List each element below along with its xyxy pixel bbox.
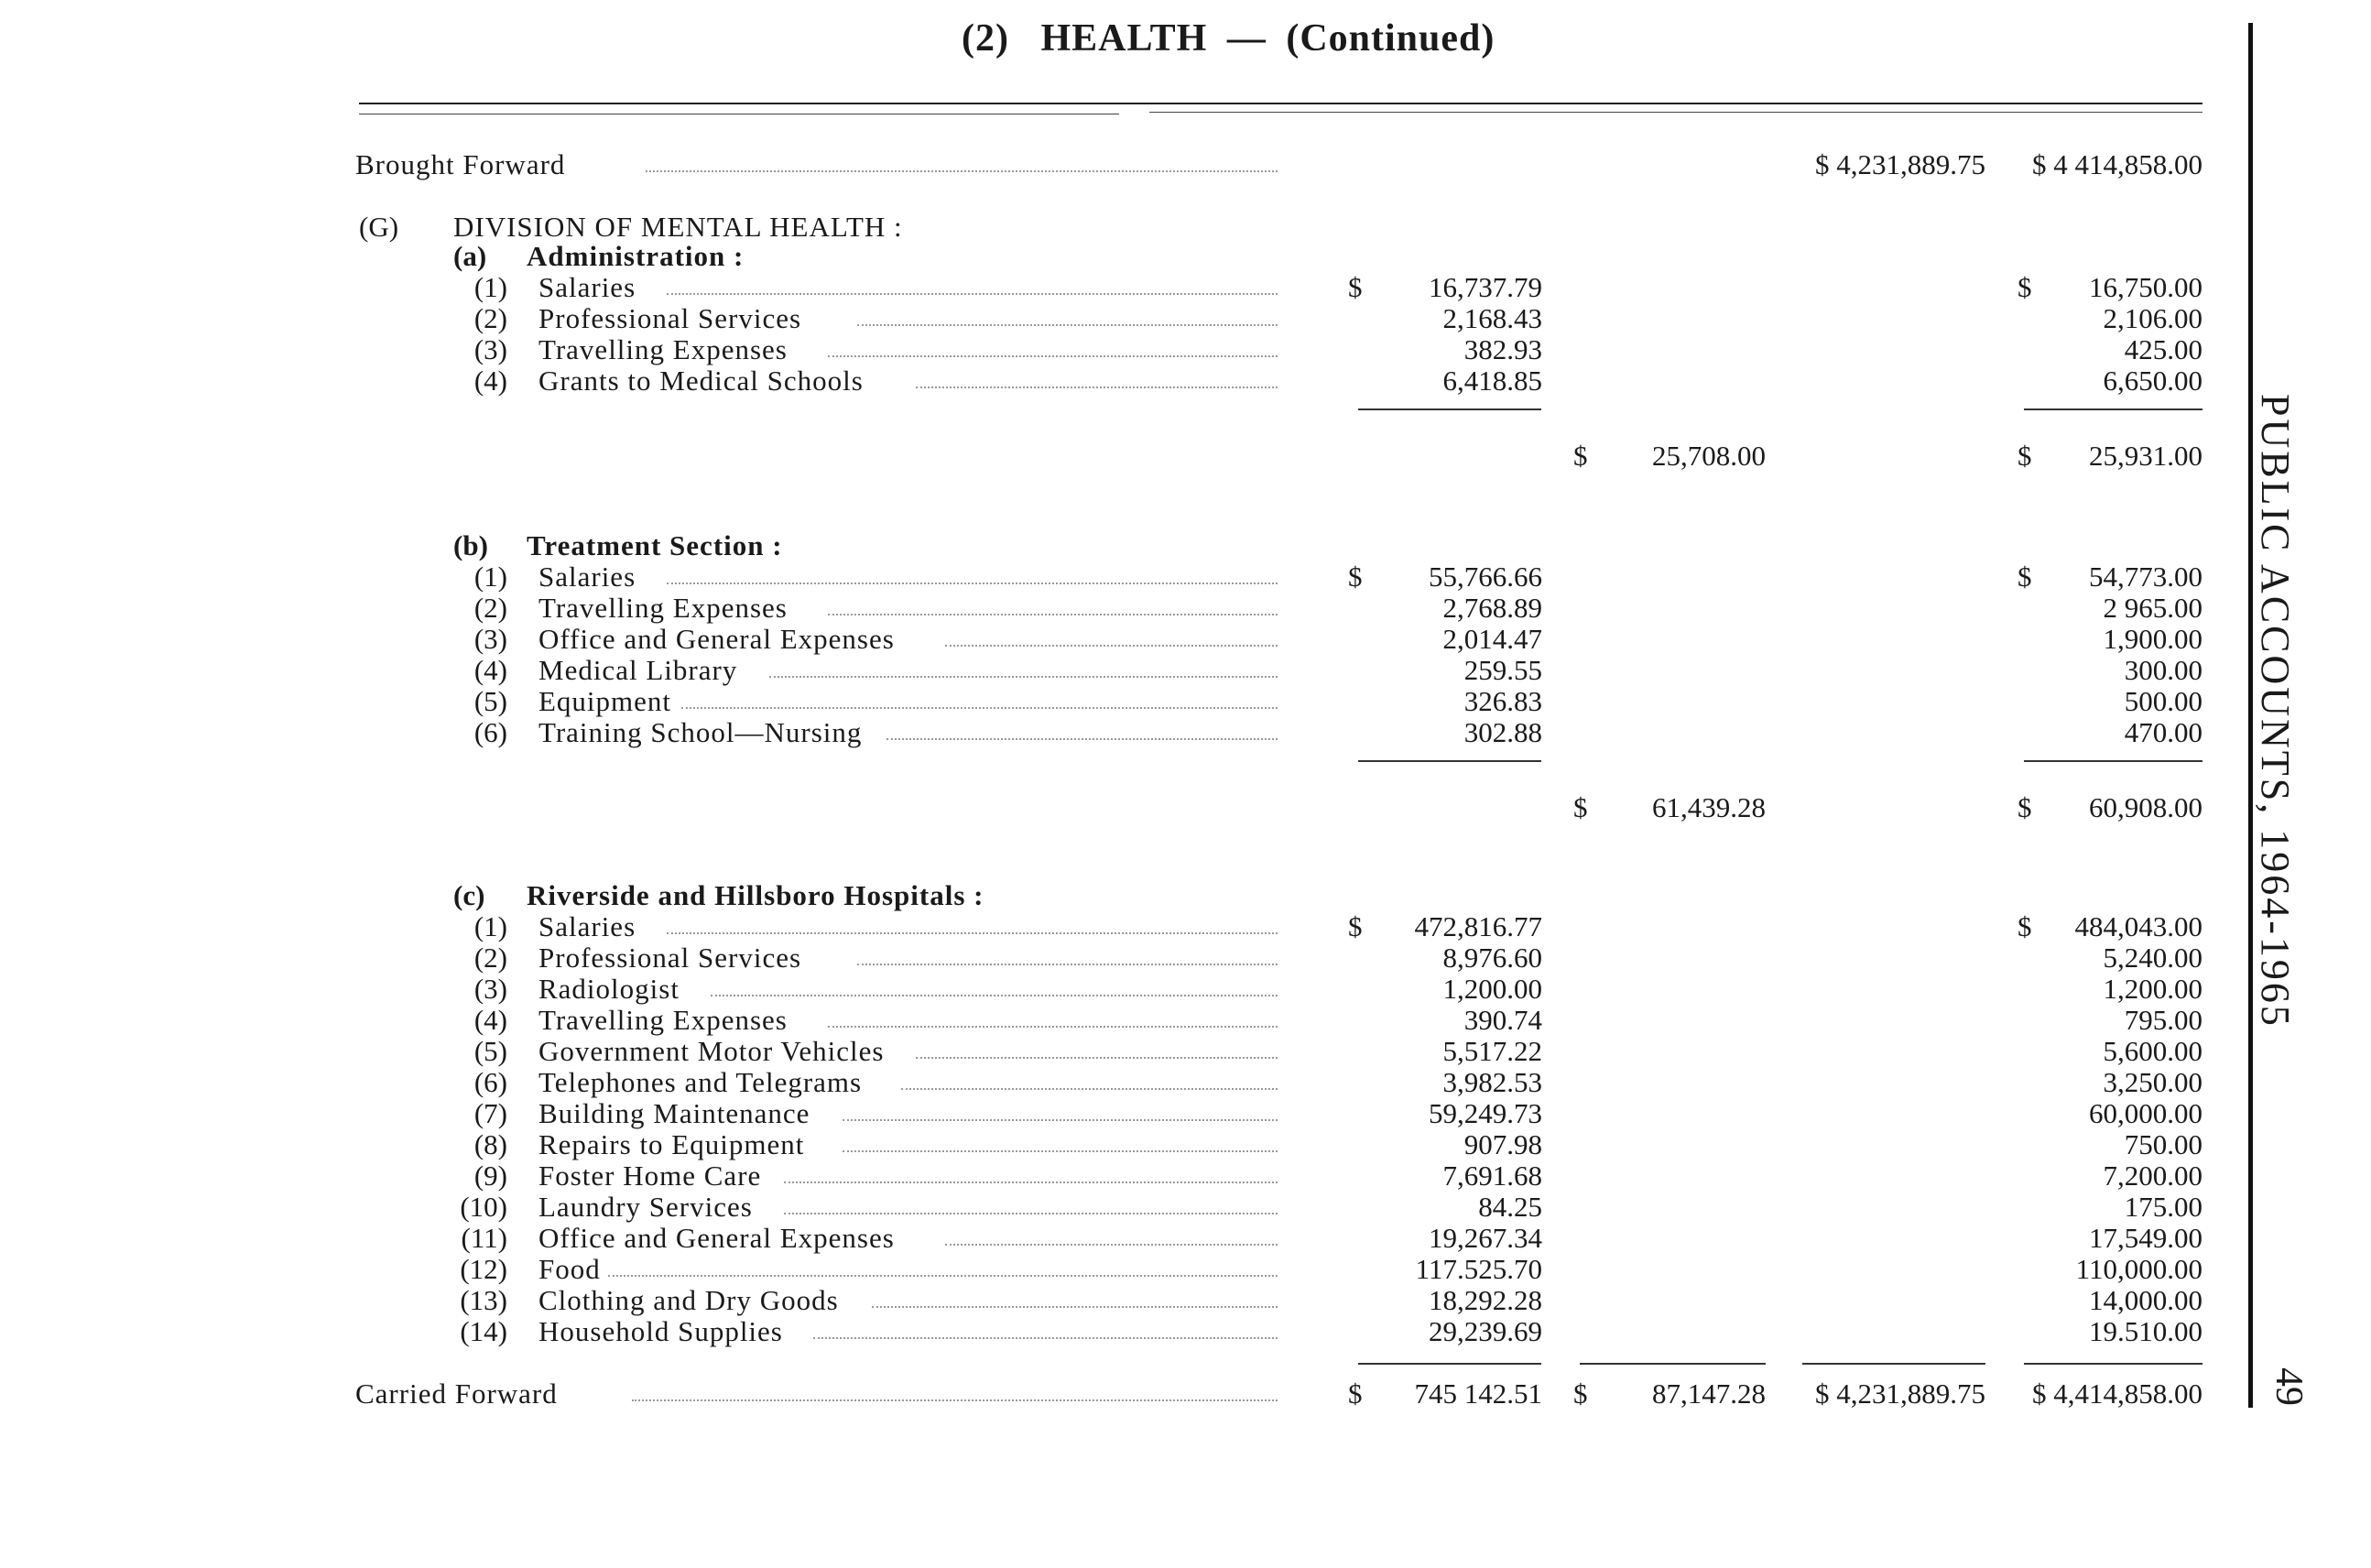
item-number: (4) [473,654,507,686]
leader-dots [667,293,1278,295]
item-number: (5) [473,685,507,717]
currency-sign: $ [2018,271,2032,303]
item-actual: 326.83 [1463,685,1542,717]
subtotal-col4: 60,908.00 [2089,791,2202,823]
item-estimate: 7,200.00 [2103,1160,2202,1192]
item-number: (14) [460,1315,507,1347]
item-estimate: 2 965.00 [2103,592,2202,624]
item-number: (6) [473,1066,507,1098]
leader-dots [828,1026,1278,1028]
item-estimate: 5,600.00 [2103,1035,2202,1067]
item-label: Office and General Expenses [538,1222,895,1254]
item-label: Medical Library [538,654,738,686]
item-label: Equipment [538,685,672,717]
item-number: (10) [460,1191,507,1223]
currency-sign: $ [1348,561,1363,593]
item-number: (5) [473,1035,507,1067]
subtotal-col2: 25,708.00 [1652,440,1766,472]
section-heading [0,240,2216,273]
leader-dots [828,355,1278,357]
line-item [0,1253,2216,1286]
item-actual: 1,200.00 [1442,973,1542,1005]
section-marker: (b) [453,529,488,561]
line-item [0,1222,2216,1255]
subtotal-rule [1358,760,1541,762]
item-number: (3) [473,623,507,655]
leader-dots [646,170,1278,172]
item-estimate: 795.00 [2124,1004,2202,1036]
item-label: Laundry Services [538,1191,753,1223]
line-item [0,365,2216,397]
leader-dots [813,1337,1278,1339]
line-item [0,973,2216,1006]
item-estimate: 425.00 [2124,333,2202,365]
section-marker: (a) [453,240,487,272]
item-estimate: 16,750.00 [2089,271,2202,303]
item-number: (3) [473,973,507,1005]
line-item [0,333,2216,366]
item-estimate: 1,200.00 [2103,973,2202,1005]
subtotal-col2: 61,439.28 [1652,791,1766,823]
currency-sign: $ [1348,1377,1363,1410]
item-number: (2) [473,592,507,624]
line-item [0,716,2216,749]
item-number: (13) [460,1284,507,1316]
header-rule-right [1149,112,2202,113]
line-item [0,910,2216,943]
item-actual: 55,766.66 [1429,561,1542,593]
item-label: Grants to Medical Schools [538,365,864,397]
item-estimate: 60,000.00 [2089,1097,2202,1129]
brought-forward-row [0,148,2216,181]
leader-dots [916,1057,1278,1059]
total-rule-col3 [1802,1363,1985,1365]
item-number: (4) [473,1004,507,1036]
item-actual: 8,976.60 [1442,942,1542,974]
brought-forward-label: Brought Forward [355,148,566,180]
carried-forward-label: Carried Forward [355,1377,558,1410]
section-heading [0,529,2216,562]
leader-dots [945,1244,1278,1246]
item-estimate: 3,250.00 [2103,1066,2202,1098]
item-estimate: 14,000.00 [2089,1284,2202,1316]
item-number: (4) [473,365,507,397]
item-label: Foster Home Care [538,1160,762,1192]
item-number: (1) [473,910,507,942]
item-number: (3) [473,333,507,365]
item-actual: 84.25 [1478,1191,1542,1223]
brought-forward-col4: $ 4 414,858.00 [2032,148,2202,180]
division-title: DIVISION OF MENTAL HEALTH : [453,211,903,243]
subtotal-row [0,791,2216,824]
item-label: Training School—Nursing [538,716,863,748]
item-estimate: 750.00 [2124,1128,2202,1160]
item-estimate: 6,650.00 [2103,365,2202,397]
line-item [0,271,2216,304]
leader-dots [784,1181,1278,1183]
item-label: Salaries [538,271,636,303]
item-number: (11) [461,1222,507,1254]
item-label: Telephones and Telegrams [538,1066,863,1098]
currency-sign: $ [2018,910,2032,942]
leader-dots [857,324,1278,326]
line-item [0,654,2216,687]
item-actual: 117.525.70 [1415,1253,1542,1285]
line-item [0,561,2216,593]
currency-sign: $ [2018,561,2032,593]
item-label: Building Maintenance [538,1097,810,1129]
item-actual: 259.55 [1463,654,1542,686]
item-actual: 6,418.85 [1442,365,1542,397]
section-marker: (c) [453,879,485,911]
header-rule-top [359,103,2202,104]
carried-forward-col3: $ 4,231,889.75 [1815,1377,1985,1410]
item-label: Travelling Expenses [538,1004,788,1036]
line-item [0,302,2216,335]
continued-label: (Continued) [1286,17,1495,60]
line-item [0,1284,2216,1317]
item-number: (7) [473,1097,507,1129]
item-actual: 907.98 [1463,1128,1542,1160]
line-item [0,1315,2216,1348]
item-estimate: 2,106.00 [2103,302,2202,334]
section-heading [0,879,2216,912]
item-actual: 302.88 [1463,716,1542,748]
item-label: Repairs to Equipment [538,1128,805,1160]
item-estimate: 5,240.00 [2103,942,2202,974]
leader-dots [828,614,1278,615]
division-marker: (G) [359,211,399,243]
section-title: Administration : [527,240,745,272]
item-label: Travelling Expenses [538,592,788,624]
item-label: Government Motor Vehicles [538,1035,885,1067]
division-heading [0,211,2216,244]
leader-dots [916,387,1278,388]
leader-dots [784,1213,1278,1214]
item-number: (1) [473,561,507,593]
item-label: Professional Services [538,302,802,334]
item-label: Salaries [538,910,636,942]
section-number: (2) [962,17,1009,60]
item-actual: 18,292.28 [1429,1284,1542,1316]
item-estimate: 17,549.00 [2089,1222,2202,1254]
item-label: Salaries [538,561,636,593]
currency-sign: $ [1573,791,1588,823]
subtotal-rule [2024,760,2202,762]
item-number: (12) [460,1253,507,1285]
item-actual: 382.93 [1463,333,1542,365]
line-item [0,592,2216,625]
currency-sign: $ [1573,1377,1588,1410]
section-title: Riverside and Hillsboro Hospitals : [527,879,984,911]
leader-dots [608,1275,1278,1277]
page-header [962,16,1603,60]
item-number: (2) [473,942,507,974]
item-label: Radiologist [538,973,680,1005]
item-actual: 16,737.79 [1429,271,1542,303]
line-item [0,1004,2216,1037]
leader-dots [843,1119,1278,1121]
leader-dots [886,738,1278,740]
item-number: (8) [473,1128,507,1160]
leader-dots [711,995,1278,996]
item-estimate: 500.00 [2124,685,2202,717]
carried-forward-col1: 745 142.51 [1414,1377,1542,1410]
item-estimate: 110,000.00 [2075,1253,2202,1285]
line-item [0,942,2216,975]
carried-forward-row [0,1377,2216,1410]
line-item [0,685,2216,718]
line-item [0,1035,2216,1068]
item-label: Household Supplies [538,1315,783,1347]
line-item [0,1128,2216,1161]
item-number: (1) [473,271,507,303]
item-estimate: 1,900.00 [2103,623,2202,655]
section-title: Treatment Section : [527,529,783,561]
item-actual: 2,014.47 [1442,623,1542,655]
item-actual: 5,517.22 [1442,1035,1542,1067]
item-label: Travelling Expenses [538,333,788,365]
item-estimate: 470.00 [2124,716,2202,748]
currency-sign: $ [1573,440,1588,472]
subtotal-rule [2024,408,2202,410]
carried-forward-col2: 87,147.28 [1652,1377,1766,1410]
line-item [0,1066,2216,1099]
item-number: (2) [473,302,507,334]
leader-dots [945,645,1278,647]
currency-sign: $ [2018,791,2032,823]
item-actual: 390.74 [1463,1004,1542,1036]
leader-dots [681,707,1278,709]
subtotal-rule [1358,408,1541,410]
leader-dots [632,1399,1278,1401]
leader-dots [667,932,1278,934]
item-actual: 29,239.69 [1429,1315,1542,1347]
carried-forward-col4: $ 4,414,858.00 [2032,1377,2202,1410]
page-number: 49 [2268,1367,2310,1406]
section-title: HEALTH [1040,17,1208,60]
brought-forward-col3: $ 4,231,889.75 [1815,148,1985,180]
total-rule-col2 [1580,1363,1766,1365]
item-actual: 19,267.34 [1429,1222,1542,1254]
total-rule-col4 [2024,1363,2202,1365]
item-label: Office and General Expenses [538,623,895,655]
item-actual: 7,691.68 [1442,1160,1542,1192]
leader-dots [857,964,1278,965]
item-estimate: 300.00 [2124,654,2202,686]
currency-sign: $ [1348,910,1363,942]
line-item [0,623,2216,656]
currency-sign: $ [1348,271,1363,303]
item-estimate: 175.00 [2124,1191,2202,1223]
item-actual: 3,982.53 [1442,1066,1542,1098]
line-item [0,1097,2216,1130]
item-estimate: 54,773.00 [2089,561,2202,593]
item-label: Professional Services [538,942,802,974]
item-actual: 2,768.89 [1442,592,1542,624]
currency-sign: $ [2018,440,2032,472]
leader-dots [901,1088,1278,1090]
item-label: Clothing and Dry Goods [538,1284,839,1316]
side-running-title: PUBLIC ACCOUNTS, 1964-1965 [2253,394,2298,1029]
subtotal-col4: 25,931.00 [2089,440,2202,472]
item-number: (6) [473,716,507,748]
item-actual: 472,816.77 [1414,910,1542,942]
line-item [0,1191,2216,1224]
leader-dots [769,676,1278,678]
leader-dots [872,1306,1278,1308]
item-actual: 59,249.73 [1429,1097,1542,1129]
item-estimate: 484,043.00 [2074,910,2202,942]
line-item [0,1160,2216,1192]
item-label: Food [538,1253,601,1285]
leader-dots [843,1150,1278,1152]
title-dash: — [1226,17,1267,60]
item-number: (9) [473,1160,507,1192]
item-actual: 2,168.43 [1442,302,1542,334]
leader-dots [667,583,1278,584]
subtotal-row [0,440,2216,473]
item-estimate: 19.510.00 [2089,1315,2202,1347]
total-rule-col1 [1358,1363,1541,1365]
